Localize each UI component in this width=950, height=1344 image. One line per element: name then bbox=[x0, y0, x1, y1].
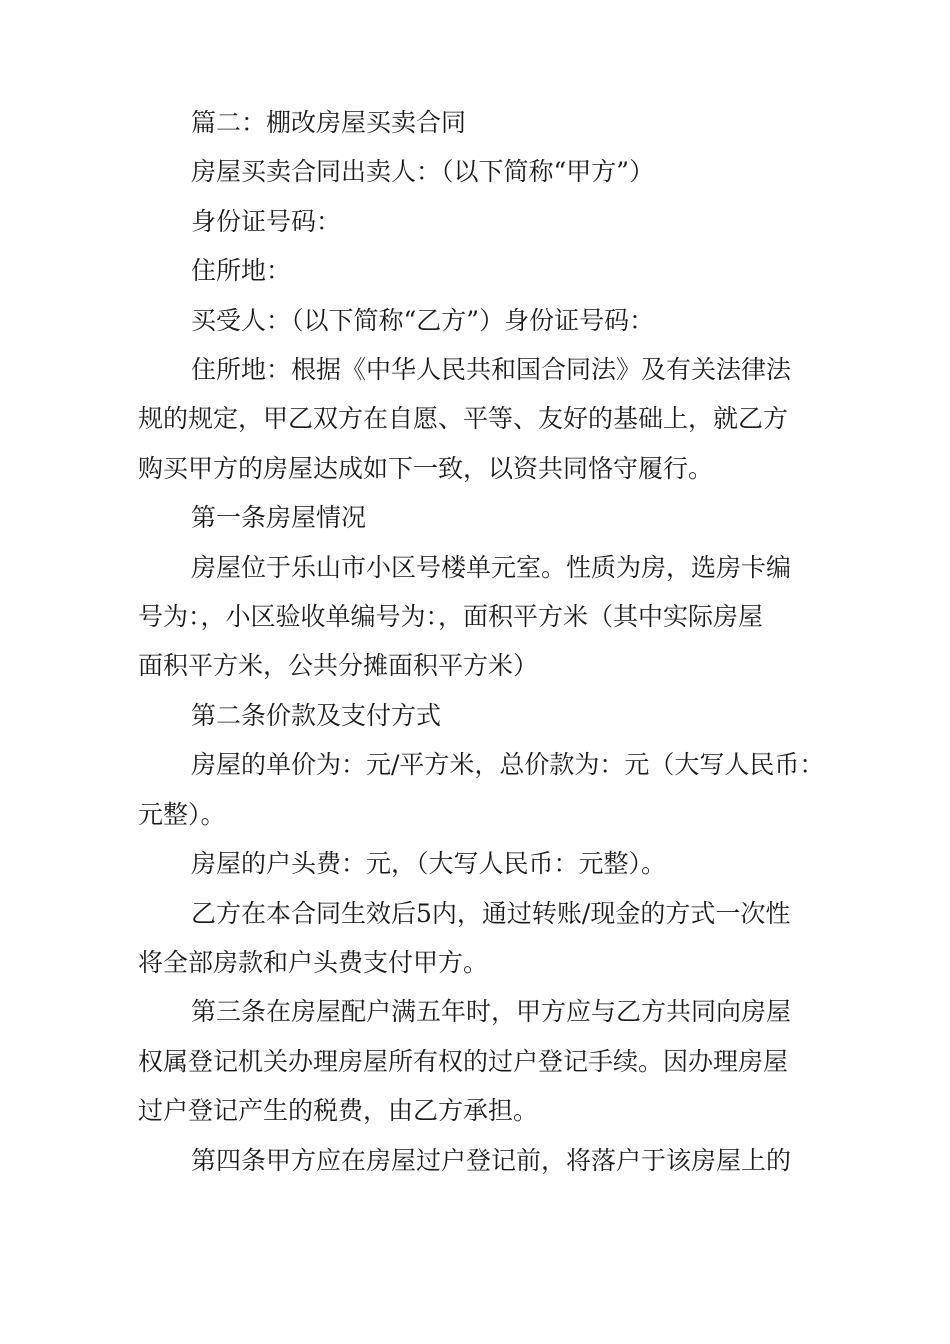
document-body bbox=[138, 98, 838, 1185]
article-2-payment bbox=[138, 889, 838, 988]
article-3 bbox=[138, 987, 838, 1135]
text-line: 规的规定，甲乙双方在自愿、平等、友好的基础上，就乙方 bbox=[138, 404, 789, 434]
paragraph-seller-id bbox=[138, 197, 838, 246]
text-line: 权属登记机关办理房屋所有权的过户登记手续。因办理房屋 bbox=[138, 1046, 789, 1076]
text-line: 住所地：根据《中华人民共和国合同法》及有关法律法 bbox=[191, 355, 792, 385]
text-line: 购买甲方的房屋达成如下一致，以资共同恪守履行。 bbox=[138, 453, 714, 483]
article-4 bbox=[138, 1136, 838, 1185]
paragraph-seller-address bbox=[138, 246, 838, 295]
text-line: 面积平方米，公共分摊面积平方米） bbox=[138, 651, 539, 681]
paragraph-title bbox=[138, 98, 838, 147]
text-line: 住所地： bbox=[191, 256, 292, 286]
text-line: 买受人：（以下简称“乙方”）身份证号码： bbox=[191, 305, 655, 335]
text-line: 第二条价款及支付方式 bbox=[191, 700, 442, 730]
article-1-heading bbox=[138, 493, 838, 542]
text-line: 第一条房屋情况 bbox=[191, 503, 367, 533]
article-1-body bbox=[138, 543, 838, 691]
text-line: 房屋买卖合同出卖人：（以下简称“甲方”） bbox=[191, 157, 655, 187]
text-line: 身份证号码： bbox=[191, 206, 342, 236]
article-2-account-fee bbox=[138, 839, 838, 888]
text-line: 号为：，小区验收单编号为：，面积平方米（其中实际房屋 bbox=[138, 602, 764, 632]
paragraph-buyer bbox=[138, 296, 838, 345]
text-line: 元整）。 bbox=[138, 799, 226, 829]
text-line: 第四条甲方应在房屋过户登记前，将落户于该房屋上的 bbox=[191, 1145, 792, 1175]
text-line: 将全部房款和户头费支付甲方。 bbox=[138, 947, 489, 977]
text-line: 房屋的单价为：元/平方米，总价款为：元（大写人民币： bbox=[191, 750, 825, 780]
article-2-heading bbox=[138, 691, 838, 740]
article-2-unit-price bbox=[138, 740, 838, 839]
paragraph-seller bbox=[138, 147, 838, 196]
text-line: 过户登记产生的税费，由乙方承担。 bbox=[138, 1096, 539, 1126]
text-line: 第三条在房屋配户满五年时，甲方应与乙方共同向房屋 bbox=[191, 997, 792, 1027]
text-line: 篇二：棚改房屋买卖合同 bbox=[191, 108, 467, 137]
text-line: 房屋的户头费：元，（大写人民币：元整）。 bbox=[191, 849, 667, 879]
text-line: 乙方在本合同生效后5内，通过转账/现金的方式一次性 bbox=[191, 898, 791, 928]
paragraph-buyer-address bbox=[138, 345, 838, 493]
text-line: 房屋位于乐山市小区号楼单元室。性质为房，选房卡编 bbox=[191, 552, 792, 582]
